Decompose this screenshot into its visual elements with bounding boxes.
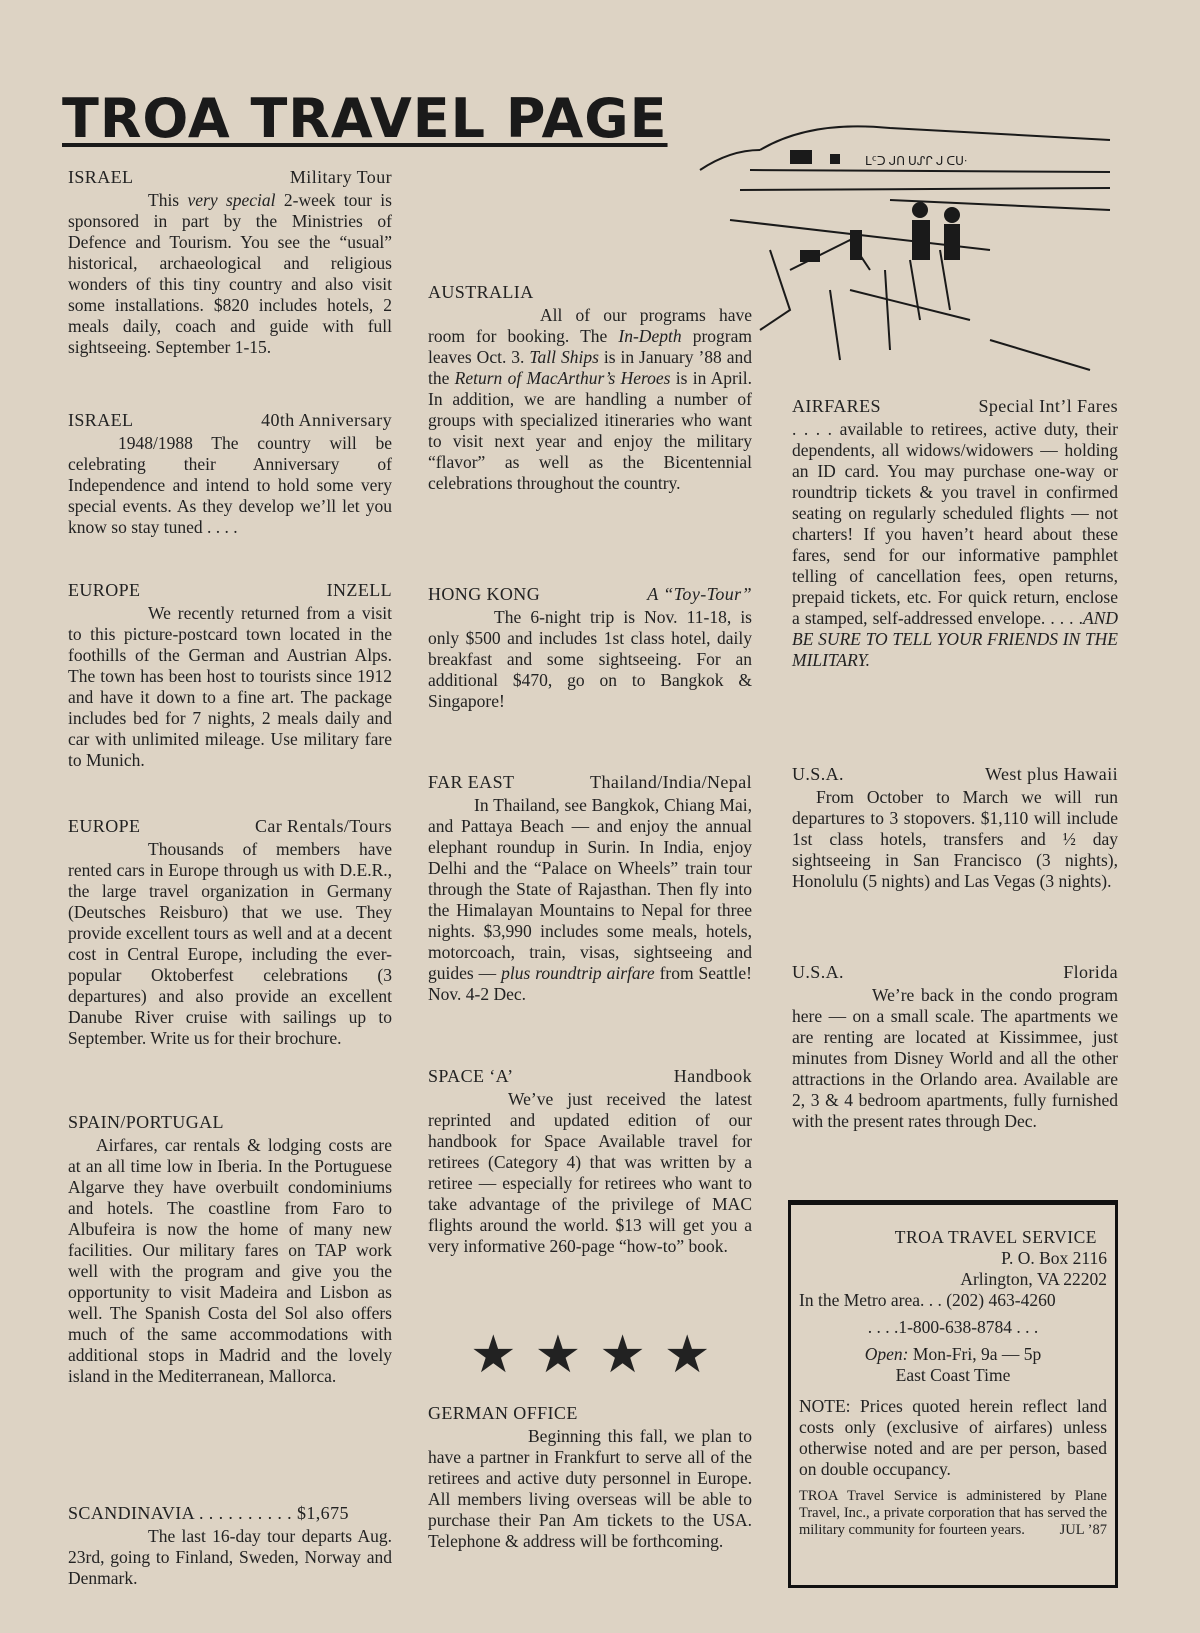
admin-note: TROA Travel Service is administered by Plane Travel, Inc., a private corporation that has served the military community for fourteen years. JUL ’87 xyxy=(799,1488,1107,1538)
article-subtitle: Car Rentals/Tours xyxy=(254,816,392,836)
svg-text:ᒪᑦᑐ ᒍᑎ ᑌᔑᒋ ᒍ ᑕᑌᐧ: ᒪᑦᑐ ᒍᑎ ᑌᔑᒋ ᒍ ᑕᑌᐧ xyxy=(865,154,967,168)
article-body: Beginning this fall, we plan to have a partner in Frankfurt to serve all of the retirees and active duty personnel in Europe. All members living overseas will be able to purchase their Pan Am tickets to the USA. Telephone & address will be forthcoming. xyxy=(428,1426,752,1551)
po-box: P. O. Box 2116 xyxy=(1001,1248,1107,1268)
issue-date: JUL ’87 xyxy=(1059,1522,1107,1538)
article-body: Thousands of members have rented cars in Europe through us with D.E.R., the large travel organization in Germany (Deutsches Reisburo) that we use. They provide excellent tours as well and at a decent cost in Central Europe, including the ever-popular Oktoberfest celebrations (3 departures) and also provide an excellent Danube River cruise with sailings up to September. Write us for their brochure. xyxy=(68,839,392,1048)
city-address: Arlington, VA 22202 xyxy=(960,1269,1107,1289)
article-space-a xyxy=(428,1066,752,1257)
article-usa-west-hawaii xyxy=(792,764,1118,892)
article-far-east xyxy=(428,772,752,1005)
article-airfares xyxy=(792,396,1118,671)
article-subtitle: INZELL xyxy=(326,580,392,600)
office-hours: Open: Mon-Fri, 9a — 5p xyxy=(864,1344,1042,1364)
article-israel-anniversary xyxy=(68,410,392,538)
article-body: From October to March we will run departures to 3 stopovers. $1,110 will include 1st class hotels, transfers and ½ day sightseeing in San Francisco (3 nights), Honolulu (5 nights) and Las Vegas (3 nights). xyxy=(792,787,1118,891)
article-body: In Thailand, see Bangkok, Chiang Mai, and Pattaya Beach — and enjoy the annual elephant roundup in Surin. In India, enjoy Delhi and the “Palace on Wheels” train tour through the State of Rajasthan. Then fly into the Himalayan Mountains to Nepal for three nights. $3,990 includes some meals, hotels, motorcoach, train, visas, sightseeing and guides — plus roundtrip airfare from Seattle! Nov. 4-2 Dec. xyxy=(428,795,752,1004)
article-subtitle: A “Toy-Tour” xyxy=(647,584,752,604)
article-subtitle: West plus Hawaii xyxy=(985,764,1118,784)
article-subtitle: Military Tour xyxy=(289,167,392,187)
article-hong-kong xyxy=(428,584,752,712)
article-body: We’re back in the condo program here — on a small scale. The apartments we are renting are located at Kissimmee, just minutes from Disney World and all the other attractions in the Orlando area. Available are 2, 3 & 4 bedroom apartments, fully furnished with the present rates through Dec. xyxy=(792,985,1118,1131)
article-usa-florida xyxy=(792,962,1118,1132)
article-german-office xyxy=(428,1403,752,1552)
airplane-boarding-illustration xyxy=(690,110,1120,390)
article-destination: HONG KONG xyxy=(428,584,541,604)
time-zone: East Coast Time xyxy=(895,1365,1011,1385)
article-destination: U.S.A. xyxy=(792,962,844,982)
service-name: TROA TRAVEL SERVICE xyxy=(894,1227,1097,1247)
article-spain-portugal xyxy=(68,1112,392,1387)
article-scandinavia xyxy=(68,1503,392,1589)
article-destination: AUSTRALIA xyxy=(428,282,534,302)
article-destination: EUROPE xyxy=(68,580,141,600)
metro-phone: In the Metro area. . . (202) 463-4260 xyxy=(799,1290,1056,1310)
article-destination: AIRFARES xyxy=(792,396,881,416)
article-subtitle: Thailand/India/Nepal xyxy=(590,772,752,792)
article-israel-military xyxy=(68,167,392,358)
article-subtitle: Florida xyxy=(1063,962,1118,982)
article-australia xyxy=(428,282,752,494)
article-subtitle: Special Int’l Fares xyxy=(978,396,1118,416)
article-body: This very special 2-week tour is sponsored in part by the Ministries of Defence and Tourism. You see the “usual” historical, archaeological and religious wonders of this tiny country and also visit some installations. $820 includes hotels, 2 meals daily, coach and guide with full sightseeing. September 1-15. xyxy=(68,190,392,357)
article-body: . . . . available to retirees, active duty, their dependents, all widows/widowers — holding an ID card. You may purchase one-way or roundtrip tickets & you travel in confirmed seating on regularly scheduled flights — not charters! If you haven’t heard about these fares, send for our informative pamphlet telling of cancellation fees, open returns, prepaid tickets, etc. For quick return, enclose a stamped, self-addressed envelope. . . . .AND BE SURE TO TELL YOUR FRIENDS IN THE MILITARY. xyxy=(792,419,1118,670)
article-body: The last 16-day tour departs Aug. 23rd, going to Finland, Sweden, Norway and Denmark. xyxy=(68,1526,392,1588)
article-body: All of our programs have room for booking. The In-Depth program leaves Oct. 3. Tall Ships is in January ’88 and the Return of MacArthur’s Heroes is in April. In addition, we are handling a number of groups with specialized itineraries who want to visit next year and enjoy the military “flavor” as well as the Bicentennial celebrations throughout the country. xyxy=(428,305,753,493)
article-body: 1948/1988 The country will be celebrating their Anniversary of Independence and intend to hold some very special events. As they develop we’ll let you know so stay tuned . . . . xyxy=(68,433,392,537)
article-body: Airfares, car rentals & lodging costs are at an all time low in Iberia. In the Portuguese Algarve they have overbuilt condominiums and hotels. The coastline from Faro to Albufeira is now the home of many new facilities. Our military fares on TAP work well with the program and give you the opportunity to visit Madeira and Lisbon as well. The Spanish Costa del Sol also offers much of the same accommodations with additional stops in Madrid and the lovely island in the Mediterranean, Mallorca. xyxy=(68,1135,392,1386)
article-subtitle: Handbook xyxy=(673,1066,752,1086)
article-europe-inzell xyxy=(68,580,392,771)
toll-free-phone: . . . .1-800-638-8784 . . . xyxy=(867,1317,1039,1337)
article-body: We’ve just received the latest reprinted and updated edition of our handbook for Space Available travel for retirees (Category 4) that was written by a retiree — especially for retirees who want to take advantage of the privilege of MAC flights around the world. $13 will get you a very informative 260-page “how-to” book. xyxy=(428,1089,752,1256)
star-divider: ★★★★ xyxy=(470,1325,729,1385)
article-destination: SCANDINAVIA . . . . . . . . . . $1,675 xyxy=(68,1503,349,1523)
article-destination: SPACE ‘A’ xyxy=(428,1066,514,1086)
article-europe-car-rentals xyxy=(68,816,392,1049)
article-destination: U.S.A. xyxy=(792,764,844,784)
article-destination: EUROPE xyxy=(68,816,141,836)
article-body: We recently returned from a visit to this picture-postcard town located in the foothills of the German and Austrian Alps. The town has been host to tourists since 1912 and have it down to a fine art. The package includes bed for 7 nights, 2 meals daily and car with unlimited mileage. Use military fare to Munich. xyxy=(68,603,392,770)
price-note: NOTE: Prices quoted herein reflect land costs only (exclusive of airfares) unless otherwise noted and are per person, based on double occupancy. xyxy=(799,1396,1107,1479)
article-destination: FAR EAST xyxy=(428,772,515,792)
travel-service-contact-box xyxy=(788,1200,1118,1588)
article-destination: SPAIN/PORTUGAL xyxy=(68,1112,224,1132)
article-destination: ISRAEL xyxy=(68,410,134,430)
article-destination: ISRAEL xyxy=(68,167,134,187)
page-title: TROA TRAVEL PAGE xyxy=(62,87,668,150)
article-body: The 6-night trip is Nov. 11-18, is only $500 and includes 1st class hotel, daily breakfast and some sightseeing. For an additional $470, go on to Bangkok & Singapore! xyxy=(428,607,752,711)
article-subtitle: 40th Anniversary xyxy=(261,410,392,430)
article-destination: GERMAN OFFICE xyxy=(428,1403,578,1423)
